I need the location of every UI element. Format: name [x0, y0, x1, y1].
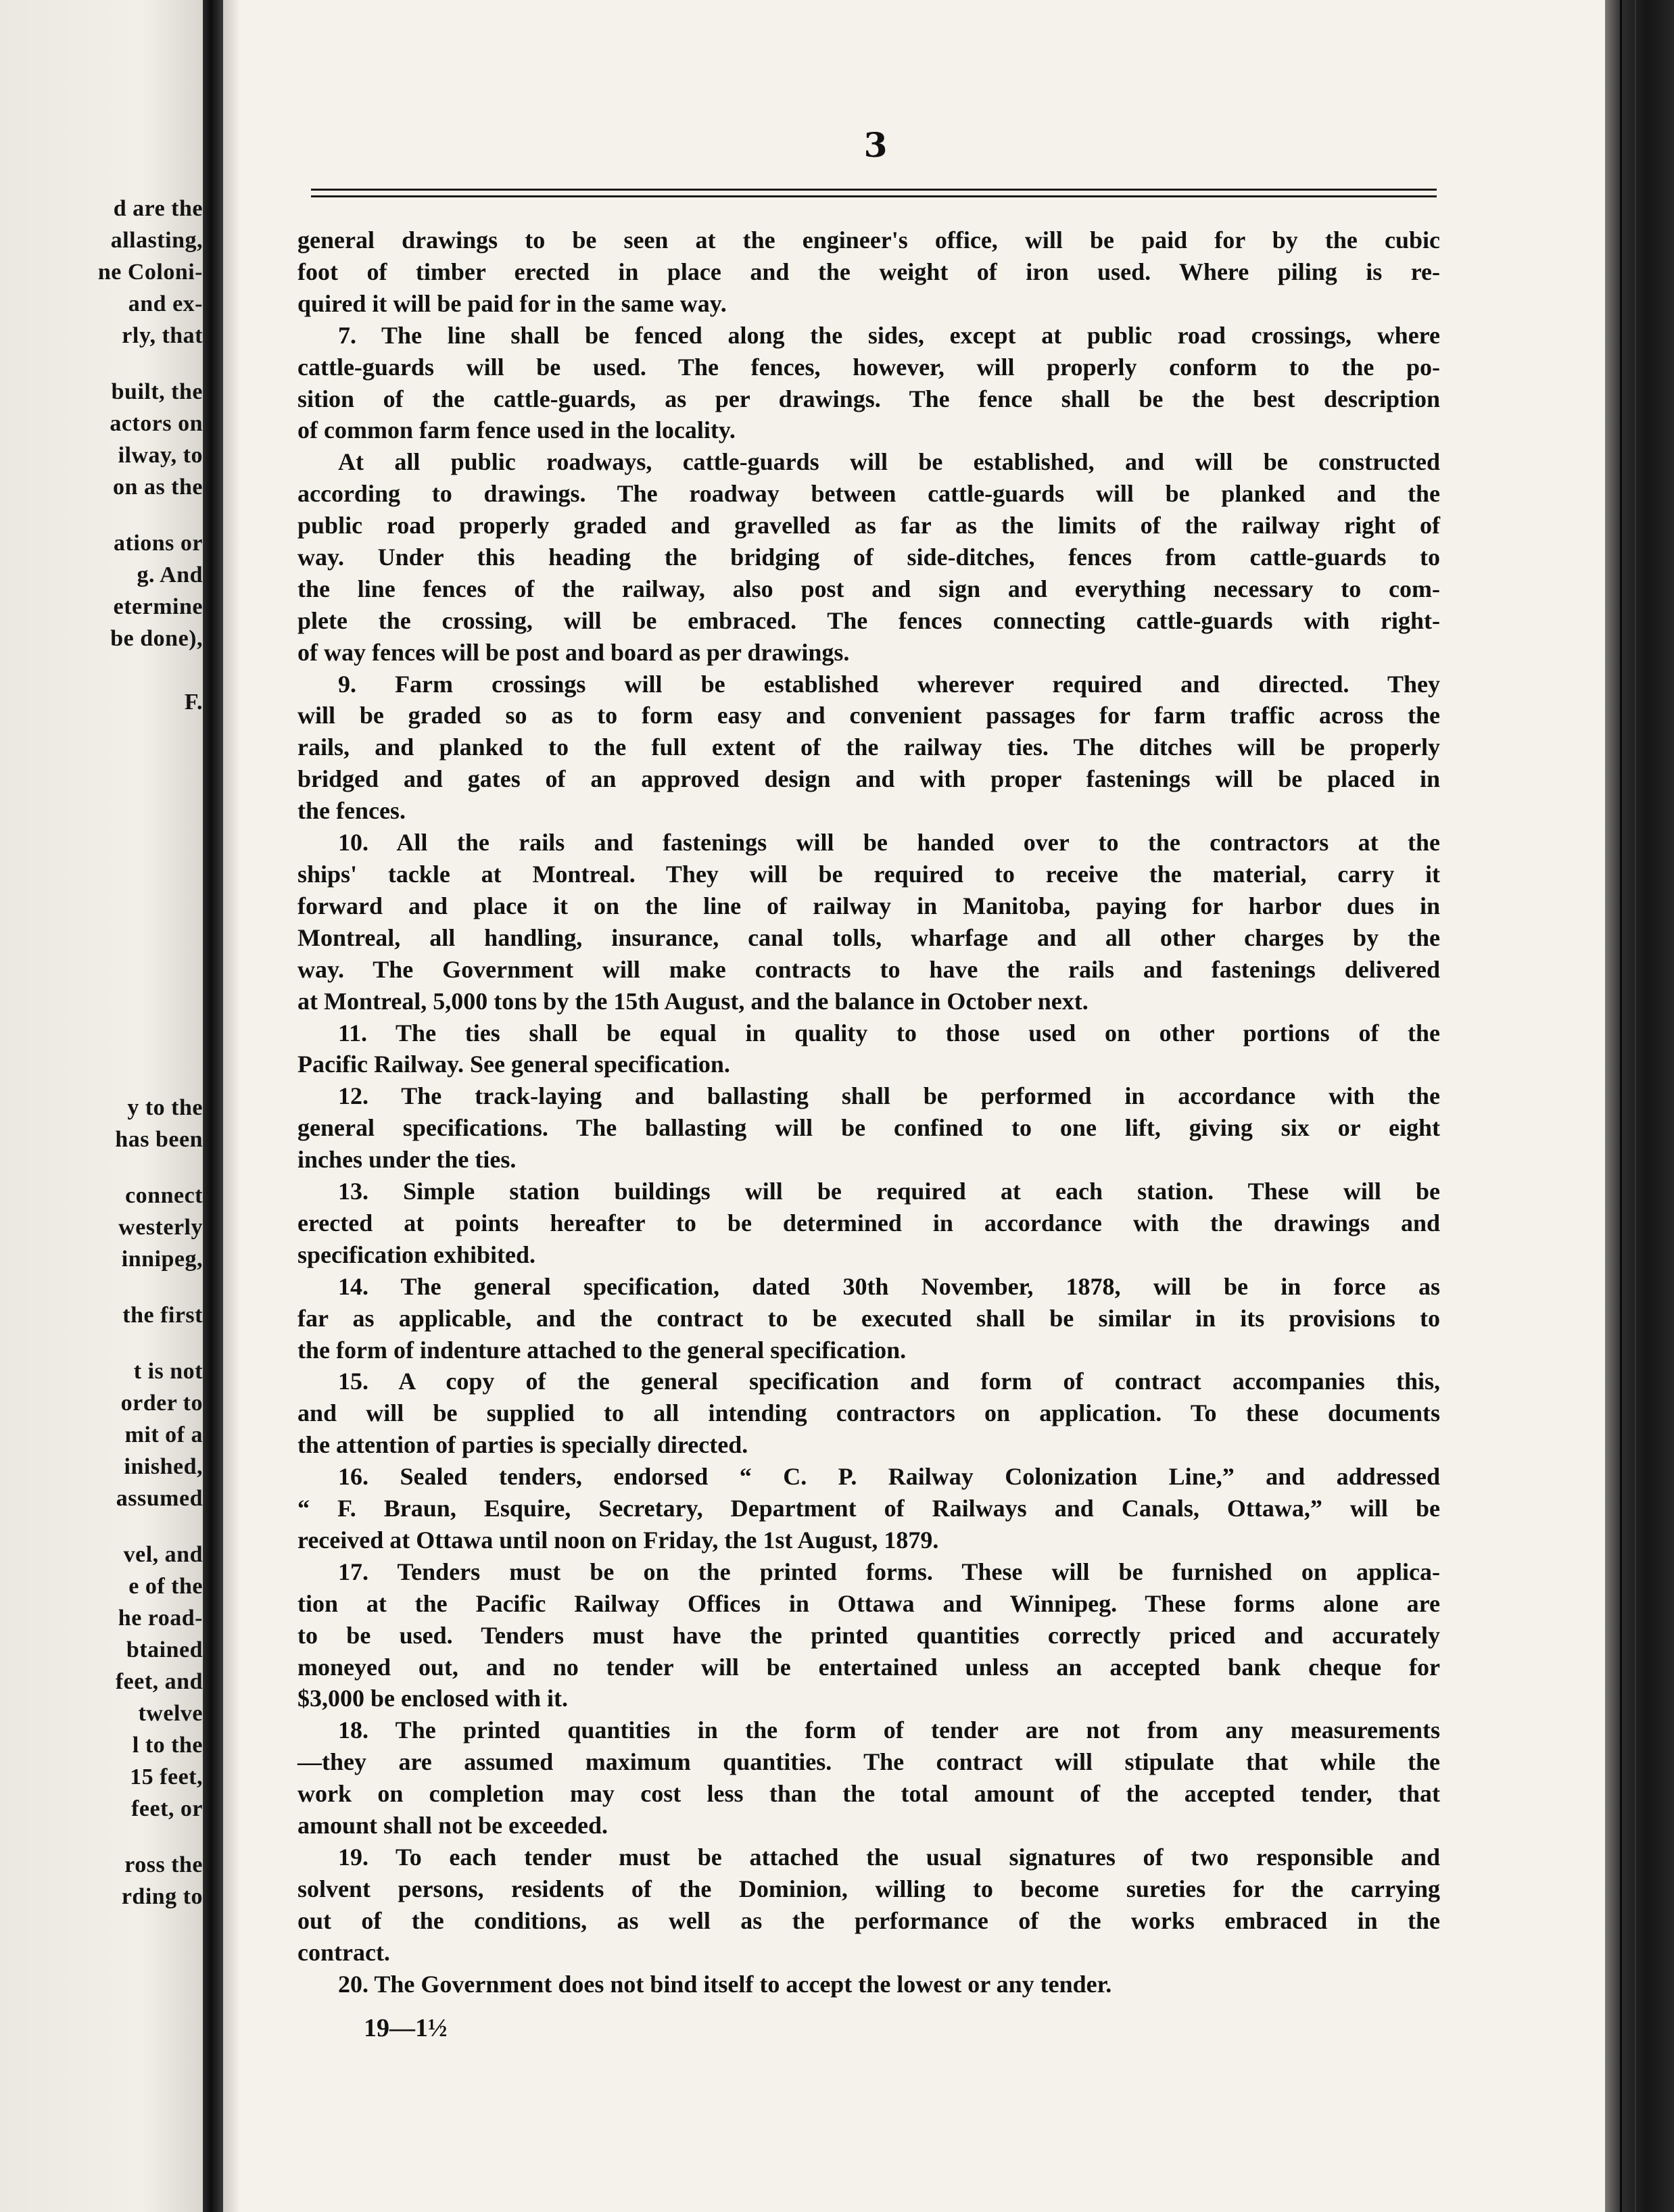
text-line: the fences.	[297, 797, 406, 824]
text-line: amount shall not be exceeded.	[297, 1812, 608, 1839]
text-line: 17. Tenders must be on the printed forms. These will be furnished on applica-	[338, 1558, 1440, 1585]
text-line: general specifications. The ballasting will be confined to one lift, giving six or eight	[297, 1114, 1440, 1141]
text-line: moneyed out, and no tender will be entertained unless an accepted bank cheque for	[297, 1654, 1440, 1681]
text-line: of common farm fence used in the locality.	[297, 416, 736, 443]
text-line: according to drawings. The roadway between cattle-guards will be planked and the	[297, 480, 1440, 507]
left-page-line: innipeg,	[121, 1247, 203, 1272]
text-line: Pacific Railway. See general specification.	[297, 1051, 730, 1078]
gutter-shadow	[223, 0, 239, 2212]
text-line: the attention of parties is specially directed.	[297, 1431, 748, 1458]
left-page-line: ations or	[114, 531, 203, 556]
text-line: 9. Farm crossings will be established wherever required and directed. They	[338, 671, 1440, 698]
text-line: At all public roadways, cattle-guards will be established, and will be constructed	[338, 448, 1440, 475]
edge-line	[1635, 0, 1636, 2212]
text-line: plete the crossing, will be embraced. The fences connecting cattle-guards with right-	[297, 607, 1440, 634]
left-page-line: rly, that	[122, 323, 203, 348]
left-page-line: he road-	[118, 1606, 203, 1631]
left-page-line: built, the	[111, 379, 203, 404]
left-page-line: ne Coloni-	[97, 260, 203, 285]
text-line: 18. The printed quantities in the form of tender are not from any measurements	[338, 1716, 1440, 1744]
text-line: and will be supplied to all intending contractors on application. To these documents	[297, 1399, 1440, 1426]
text-line: tion at the Pacific Railway Offices in Ottawa and Winnipeg. These forms alone are	[297, 1590, 1440, 1617]
text-line: way. The Government will make contracts to have the rails and fastenings delivered	[297, 956, 1440, 983]
text-line: specification exhibited.	[297, 1241, 535, 1268]
left-page-line: F.	[184, 690, 203, 715]
left-page-line: twelve	[138, 1701, 203, 1726]
left-page-line: be done),	[110, 626, 203, 651]
left-page-line: d are the	[113, 196, 203, 221]
left-page-line: feet, and	[115, 1669, 203, 1694]
left-page-line: y to the	[127, 1095, 203, 1120]
text-line: bridged and gates of an approved design and with proper fastenings will be placed in	[297, 765, 1440, 792]
text-line: 7. The line shall be fenced along the sides, except at public road crossings, where	[338, 322, 1440, 349]
left-page-line: westerly	[118, 1215, 203, 1240]
text-line: public road properly graded and gravelled as far as the limits of the railway right of	[297, 512, 1440, 539]
text-line: the form of indenture attached to the general specification.	[297, 1337, 907, 1364]
text-line: 10. All the rails and fastenings will be handed over to the contractors at the	[338, 829, 1440, 856]
text-line: general drawings to be seen at the engineer's office, will be paid for by the cubic	[297, 226, 1440, 254]
left-page-line: the first	[122, 1303, 203, 1328]
text-line: out of the conditions, as well as the performance of the works embraced in the	[297, 1907, 1440, 1934]
left-page-line: on as the	[113, 475, 203, 500]
text-line: of way fences will be post and board as per drawings.	[297, 639, 850, 666]
left-page-line: feet, or	[131, 1796, 203, 1821]
left-page-line: order to	[120, 1391, 203, 1416]
text-line: sition of the cattle-guards, as per drawings. The fence shall be the best description	[297, 385, 1440, 412]
book-edge	[1605, 0, 1674, 2212]
left-page-line: mit of a	[124, 1422, 203, 1447]
book-gutter	[203, 0, 223, 2212]
left-page-line: e of the	[128, 1574, 203, 1599]
left-page-line: assumed	[116, 1486, 203, 1511]
text-line: 11. The ties shall be equal in quality to those used on other portions of the	[338, 1019, 1440, 1047]
left-page-line: has been	[115, 1127, 203, 1152]
text-line: the line fences of the railway, also post and sign and everything necessary to com-	[297, 575, 1440, 602]
text-line: —they are assumed maximum quantities. The contract will stipulate that while the	[297, 1748, 1440, 1775]
left-page-line: 15 feet,	[130, 1764, 203, 1789]
text-line: way. Under this heading the bridging of side-ditches, fences from cattle-guards to	[297, 544, 1440, 571]
left-page-line: btained	[126, 1637, 203, 1662]
text-line: 12. The track-laying and ballasting shall be performed in accordance with the	[338, 1082, 1440, 1109]
header-rule	[311, 189, 1437, 191]
text-line: will be graded so as to form easy and convenient passages for farm traffic across the	[297, 702, 1440, 729]
left-page-line: ilway, to	[118, 443, 203, 468]
text-line: rails, and planked to the full extent of the railway ties. The ditches will be properly	[297, 734, 1440, 761]
left-page-line: g. And	[137, 562, 203, 587]
printer-signature-mark: 19—1½	[364, 2014, 448, 2042]
left-page-line: vel, and	[123, 1542, 203, 1567]
text-line: ships' tackle at Montreal. They will be required to receive the material, carry it	[297, 861, 1440, 888]
text-line: 16. Sealed tenders, endorsed “ C. P. Railway Colonization Line,” and addressed	[338, 1463, 1440, 1490]
text-line: work on completion may cost less than the total amount of the accepted tender, that	[297, 1780, 1440, 1807]
text-line: foot of timber erected in place and the weight of iron used. Where piling is re-	[297, 258, 1440, 285]
text-line: to be used. Tenders must have the printed quantities correctly priced and accurately	[297, 1622, 1440, 1649]
text-line: erected at points hereafter to be determined in accordance with the drawings and	[297, 1209, 1440, 1236]
left-page-line: etermine	[113, 594, 203, 619]
left-page-line: t is not	[133, 1359, 203, 1384]
page-number: 3	[863, 125, 888, 165]
text-line: inches under the ties.	[297, 1146, 517, 1173]
text-line: cattle-guards will be used. The fences, however, will properly conform to the po-	[297, 354, 1440, 381]
text-line: 14. The general specification, dated 30th November, 1878, will be in force as	[338, 1273, 1440, 1300]
text-line: forward and place it on the line of railway in Manitoba, paying for harbor dues in	[297, 892, 1440, 919]
previous-page-fragment	[0, 0, 203, 2212]
text-line: at Montreal, 5,000 tons by the 15th August, and the balance in October next.	[297, 988, 1089, 1015]
text-line: “ F. Braun, Esquire, Secretary, Department of Railways and Canals, Ottawa,” will be	[297, 1495, 1440, 1522]
edge-line	[1620, 0, 1622, 2212]
left-page-line: inished,	[124, 1454, 203, 1479]
left-page-line: connect	[125, 1183, 203, 1208]
text-line: contract.	[297, 1939, 390, 1966]
text-line: 13. Simple station buildings will be required at each station. These will be	[338, 1178, 1440, 1205]
left-page-line: actors on	[110, 411, 203, 436]
header-rule-double	[311, 195, 1437, 197]
left-page-line: l to the	[132, 1733, 203, 1758]
left-page-line: ross the	[124, 1852, 203, 1877]
text-line: received at Ottawa until noon on Friday, the 1st August, 1879.	[297, 1526, 939, 1554]
text-line: 20. The Government does not bind itself to accept the lowest or any tender.	[338, 1971, 1112, 1998]
left-page-line: rding to	[121, 1884, 203, 1909]
text-line: 19. To each tender must be attached the usual signatures of two responsible and	[338, 1844, 1440, 1871]
text-line: quired it will be paid for in the same way.	[297, 290, 727, 317]
left-page-line: allasting,	[110, 228, 203, 253]
text-line: far as applicable, and the contract to be executed shall be similar in its provisions to	[297, 1305, 1440, 1332]
text-line: 15. A copy of the general specification and form of contract accompanies this,	[338, 1368, 1440, 1395]
text-line: solvent persons, residents of the Dominion, willing to become sureties for the carrying	[297, 1875, 1440, 1902]
text-line: $3,000 be enclosed with it.	[297, 1685, 568, 1712]
left-page-line: and ex-	[128, 291, 203, 316]
text-line: Montreal, all handling, insurance, canal tolls, wharfage and all other charges by the	[297, 924, 1440, 951]
